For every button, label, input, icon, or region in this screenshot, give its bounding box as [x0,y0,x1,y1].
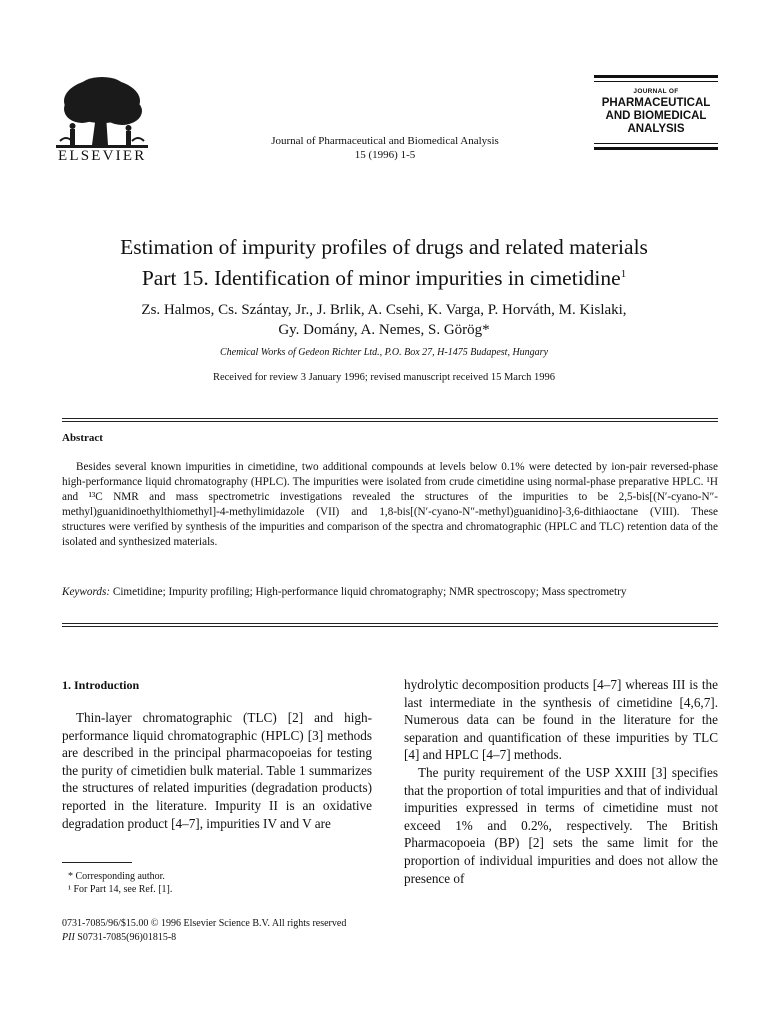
journal-volume-line: 15 (1996) 1-5 [354,149,416,161]
masthead-rule [594,147,718,150]
received-dates: Received for review 3 January 1996; revised manuscript received 15 March 1996 [212,372,555,383]
footnote-rule [62,862,132,863]
masthead-line-1: PHARMACEUTICAL [601,97,711,109]
body-left-column [62,678,372,832]
paragraph: Thin-layer chromatographic (TLC) [2] and high-performance liquid chromatographic (HPLC) [3] methods are described in the principal pharmacopoeias for testing the purity of cimetidien bulk material. Table 1 summarizes the structures of related impurities (degradation products) reported in the literature. Impurity II is an oxidative degradation product [4–7], impurities IV and V are [62,710,372,831]
abstract-body [62,460,718,550]
journal-masthead-box [594,75,718,150]
publisher-name: ELSEVIER [58,148,147,164]
article-title [30,234,738,292]
abstract-heading: Abstract [62,432,103,444]
authors-line-1: Zs. Halmos, Cs. Szántay, Jr., J. Brlik, A. Csehi, K. Varga, P. Horváth, M. Kislaki, [141,302,627,318]
section-divider [62,418,718,422]
paragraph: hydrolytic decomposition products [4–7] whereas III is the last intermediate in the synthesis of cimetidine [4,6,7]. Numerous data can be found in the literature for the separation and quantification of these impurities by TLC [4] and HPLC [4–7] methods. [404,677,718,763]
masthead-rule [594,143,718,144]
authors-line-2: Gy. Domány, A. Nemes, S. Görög* [278,322,490,338]
copyright-block [62,917,346,945]
footnotes [62,870,172,896]
masthead-line-2: AND BIOMEDICAL [605,110,707,122]
masthead-rule [594,75,718,78]
title-footnote-mark: 1 [620,268,627,280]
author-list [40,300,728,340]
affiliation: Chemical Works of Gedeon Richter Ltd., P.O. Box 27, H-1475 Budapest, Hungary [219,347,549,358]
section-heading: 1. Introduction [62,678,140,692]
keywords-list: Cimetidine; Impurity profiling; High-performance liquid chromatography; NMR spectroscopy; Mass spectrometry [112,586,627,598]
abstract-text: Besides several known impurities in cimetidine, two additional compounds at levels below 0.1% were detected by ion-pair reversed-phase high-performance liquid chromatography (HPLC). The impurities were isolated from crude cimetidine using normal-phase preparative HPLC. ¹H and ¹³C NMR and mass spectrometric investigations revealed the structures of the impurities to be 2,5-bis[(N′-cyano-N″-methyl)guanidinoethylthiomethyl]-4-methylimidazole (VII) and 1,8-bis[(N′-cyano-N″-methyl)guanidino]-3,6-dithiaoctane (VIII). These structures were verified by synthesis of the impurities and comparison of the spectra and chromatographic (HPLC and TLC) retention data of the isolated and synthesized materials. [62,461,718,548]
masthead-journal-of: JOURNAL OF [633,88,679,95]
keywords [62,585,718,600]
masthead-journal-name [594,97,718,136]
paragraph: The purity requirement of the USP XXIII [3] specifies that the proportion of total impurities and that of individual impurities expressed in terms of cimetidine must not exceed 1% and 0.2%, respectively. The British Pharmacopoeia (BP) [2] sets the same limit for the proportion of individual impurities and does not allow the presence of [404,764,718,886]
copyright-line: 0731-7085/96/$15.00 © 1996 Elsevier Science B.V. All rights reserved [62,918,347,929]
title-line-2-text: Part 15. Identification of minor impurities in cimetidine [141,266,621,291]
title-line-2 [30,261,738,292]
footnote-part14: ¹ For Part 14, see Ref. [1]. [68,884,173,895]
pii-label: PII [62,932,75,943]
body-right-column [404,676,718,887]
masthead-rule [594,81,718,82]
pii-line [62,931,346,945]
journal-reference [200,134,570,162]
pii-value: S0731-7085(96)01815-8 [77,932,177,943]
keywords-label: Keywords: [62,586,111,598]
footnote-corresponding: * Corresponding author. [68,871,165,882]
journal-name-line: Journal of Pharmaceutical and Biomedical Analysis [271,135,499,147]
title-line-1: Estimation of impurity profiles of drugs and related materials [120,235,648,259]
section-divider [62,623,718,627]
masthead-line-3: ANALYSIS [627,123,685,135]
